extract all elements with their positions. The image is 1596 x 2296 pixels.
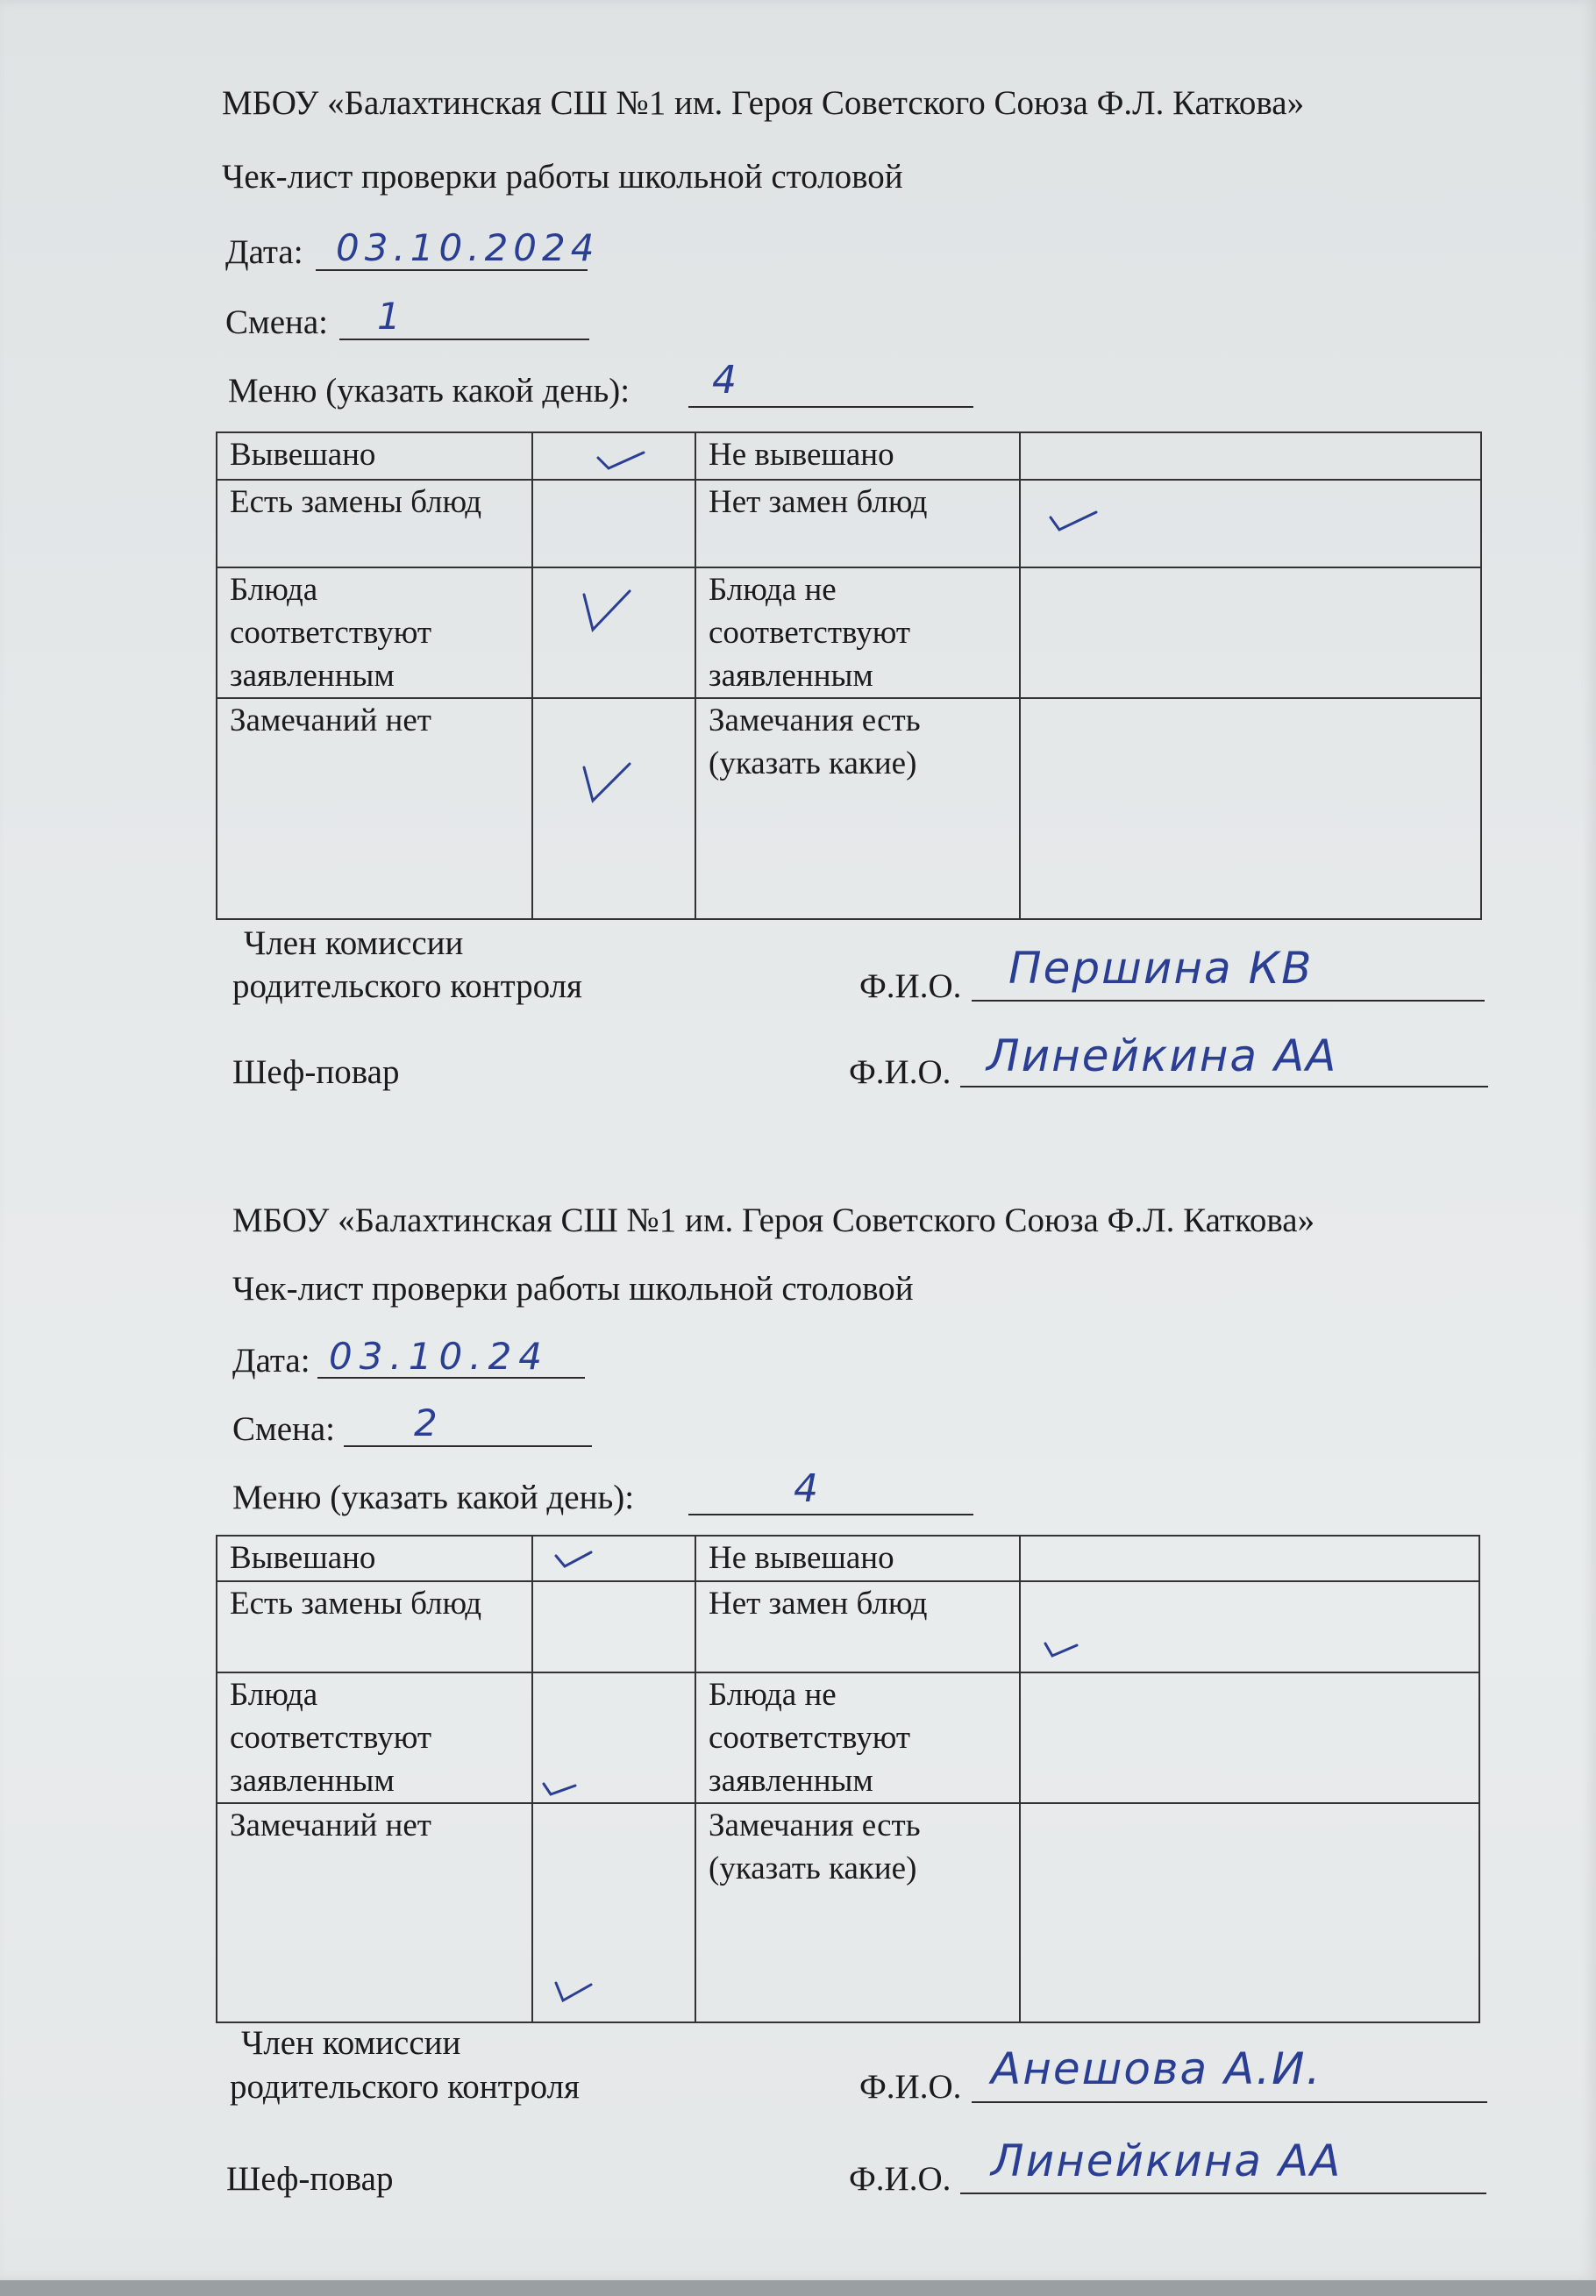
criterion-cell: Блюда не соответствуют заявленным	[695, 567, 1020, 698]
member-signature-underline	[972, 1000, 1485, 1002]
shift-value: 2	[414, 1401, 438, 1444]
member-signature-underline	[972, 2101, 1487, 2103]
criterion-cell: Не вывешано	[695, 1536, 1020, 1581]
menu-day-label: Меню (указать какой день):	[228, 372, 631, 410]
paper-edge	[0, 2280, 1596, 2296]
check-cell[interactable]	[532, 1672, 695, 1803]
fio-label: Ф.И.О.	[859, 2068, 962, 2106]
chef-signature-underline	[960, 1086, 1488, 1087]
member-label-line1: Член комиссии	[241, 2024, 461, 2062]
date-value: 03.10.2024	[336, 226, 600, 269]
criterion-cell: Замечания есть (указать какие)	[695, 698, 1020, 919]
fio-label: Ф.И.О.	[849, 2160, 951, 2198]
table-row	[217, 432, 1481, 480]
check-cell[interactable]	[532, 1536, 695, 1581]
table-row	[217, 1803, 1479, 2022]
chef-label: Шеф-повар	[226, 2160, 394, 2198]
check-mark-icon	[579, 757, 635, 806]
check-cell[interactable]	[532, 698, 695, 919]
checklist-table	[216, 1535, 1480, 2023]
table-row	[217, 480, 1481, 567]
criterion-cell: Есть замены блюд	[217, 480, 532, 567]
check-mark-icon	[552, 1547, 596, 1570]
menu-day-underline	[688, 1514, 973, 1515]
date-label: Дата:	[225, 233, 303, 271]
check-mark-icon	[540, 1779, 579, 1800]
member-label-line1: Член комиссии	[244, 924, 464, 962]
fio-label: Ф.И.О.	[859, 967, 962, 1005]
criterion-cell: Нет замен блюд	[695, 1581, 1020, 1672]
shift-value: 1	[377, 295, 401, 338]
menu-day-underline	[688, 406, 973, 408]
shift-underline	[339, 339, 589, 340]
criterion-cell: Замечаний нет	[217, 698, 532, 919]
fio-label: Ф.И.О.	[849, 1053, 951, 1091]
member-label-line2: родительского контроля	[232, 967, 582, 1005]
school-name: МБОУ «Балахтинская СШ №1 им. Героя Советского Союза Ф.Л. Каткова»	[232, 1201, 1315, 1239]
check-cell[interactable]	[1020, 480, 1481, 567]
menu-day-value: 4	[712, 358, 737, 403]
checklist-table	[216, 431, 1482, 920]
check-cell[interactable]	[532, 1581, 695, 1672]
check-cell[interactable]	[1020, 567, 1481, 698]
school-name: МБОУ «Балахтинская СШ №1 им. Героя Советского Союза Ф.Л. Каткова»	[222, 84, 1305, 122]
check-cell[interactable]	[1020, 698, 1481, 919]
chef-signature: Линейкина АА	[987, 1030, 1338, 1081]
criterion-cell: Блюда соответствуют заявленным	[217, 1672, 532, 1803]
date-label: Дата:	[232, 1342, 310, 1380]
shift-label: Смена:	[232, 1410, 336, 1448]
criterion-cell: Нет замен блюд	[695, 480, 1020, 567]
table-row	[217, 698, 1481, 919]
date-underline	[316, 269, 588, 271]
check-cell[interactable]	[532, 432, 695, 480]
table-row	[217, 1672, 1479, 1803]
criterion-cell: Замечания есть (указать какие)	[695, 1803, 1020, 2022]
member-label-line2: родительского контроля	[230, 2068, 580, 2106]
check-mark-icon	[579, 586, 635, 635]
chef-signature-underline	[960, 2193, 1486, 2194]
date-value: 03.10.24	[329, 1335, 550, 1378]
shift-label: Смена:	[225, 303, 329, 341]
check-cell[interactable]	[532, 1803, 695, 2022]
check-mark-icon	[1042, 1636, 1080, 1661]
criterion-cell: Есть замены блюд	[217, 1581, 532, 1672]
form-title: Чек-лист проверки работы школьной столовой	[232, 1270, 914, 1308]
table-row	[217, 1536, 1479, 1581]
check-cell[interactable]	[1020, 1672, 1479, 1803]
check-cell[interactable]	[532, 567, 695, 698]
check-cell[interactable]	[1020, 1803, 1479, 2022]
check-cell[interactable]	[1020, 1536, 1479, 1581]
criterion-cell: Вывешано	[217, 432, 532, 480]
table-row	[217, 567, 1481, 698]
check-cell[interactable]	[1020, 432, 1481, 480]
criterion-cell: Блюда соответствуют заявленным	[217, 567, 532, 698]
criterion-cell: Замечаний нет	[217, 1803, 532, 2022]
member-signature: Анешова А.И.	[991, 2043, 1322, 2094]
chef-label: Шеф-повар	[232, 1053, 400, 1091]
check-mark-icon	[552, 1976, 595, 2006]
menu-day-value: 4	[794, 1466, 818, 1511]
criterion-cell: Блюда не соответствуют заявленным	[695, 1672, 1020, 1803]
form-title: Чек-лист проверки работы школьной столовой	[222, 158, 903, 196]
check-cell[interactable]	[1020, 1581, 1479, 1672]
check-mark-icon	[595, 447, 647, 474]
check-mark-icon	[1047, 505, 1100, 535]
check-cell[interactable]	[532, 480, 695, 567]
criterion-cell: Не вывешано	[695, 432, 1020, 480]
member-signature: Першина КВ	[1008, 943, 1314, 994]
chef-signature: Линейкина АА	[991, 2136, 1343, 2186]
shift-underline	[344, 1445, 592, 1447]
menu-day-label: Меню (указать какой день):	[232, 1479, 635, 1516]
table-row	[217, 1581, 1479, 1672]
criterion-cell: Вывешано	[217, 1536, 532, 1581]
